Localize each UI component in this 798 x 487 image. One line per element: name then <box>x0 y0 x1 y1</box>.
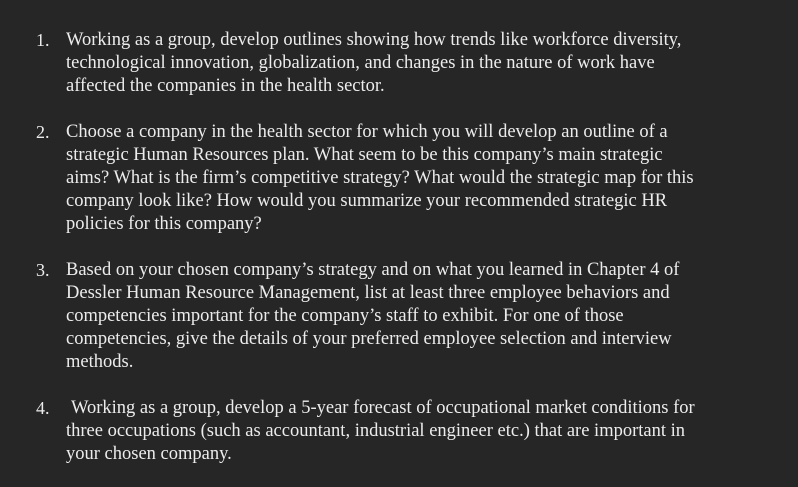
text-line: company look like? How would you summarize your recommended strategic HR <box>66 191 668 211</box>
text-line: three occupations (such as accountant, industrial engineer etc.) that are important in <box>66 421 686 441</box>
text-line: affected the companies in the health sector. <box>66 76 385 96</box>
list-item-text <box>66 121 766 236</box>
text-line: Dessler Human Resource Management, list at least three employee behaviors and <box>66 283 670 303</box>
text-line: Choose a company in the health sector for which you will develop an outline of a <box>66 122 668 142</box>
text-line: your chosen company. <box>66 444 232 464</box>
text-line: competencies, give the details of your preferred employee selection and interview <box>66 329 672 349</box>
text-line: strategic Human Resources plan. What seem to be this company’s main strategic <box>66 145 663 165</box>
text-line: Working as a group, develop outlines showing how trends like workforce diversity, <box>66 30 682 50</box>
text-line: Working as a group, develop a 5-year forecast of occupational market conditions for <box>71 398 695 418</box>
list-number: 3. <box>36 260 50 280</box>
text-line: Based on your chosen company’s strategy and on what you learned in Chapter 4 of <box>66 260 680 280</box>
text-line: competencies important for the company’s staff to exhibit. For one of those <box>66 306 624 326</box>
list-number: 1. <box>36 30 50 50</box>
text-line: technological innovation, globalization, and changes in the nature of work have <box>66 53 655 73</box>
list-item-text <box>66 397 766 466</box>
text-line: policies for this company? <box>66 214 262 234</box>
list-item-text <box>66 259 766 374</box>
text-line: methods. <box>66 352 134 372</box>
list-item-text <box>66 29 766 98</box>
list-number: 4. <box>36 398 50 418</box>
text-line: aims? What is the firm’s competitive strategy? What would the strategic map for this <box>66 168 694 188</box>
list-number: 2. <box>36 122 50 142</box>
